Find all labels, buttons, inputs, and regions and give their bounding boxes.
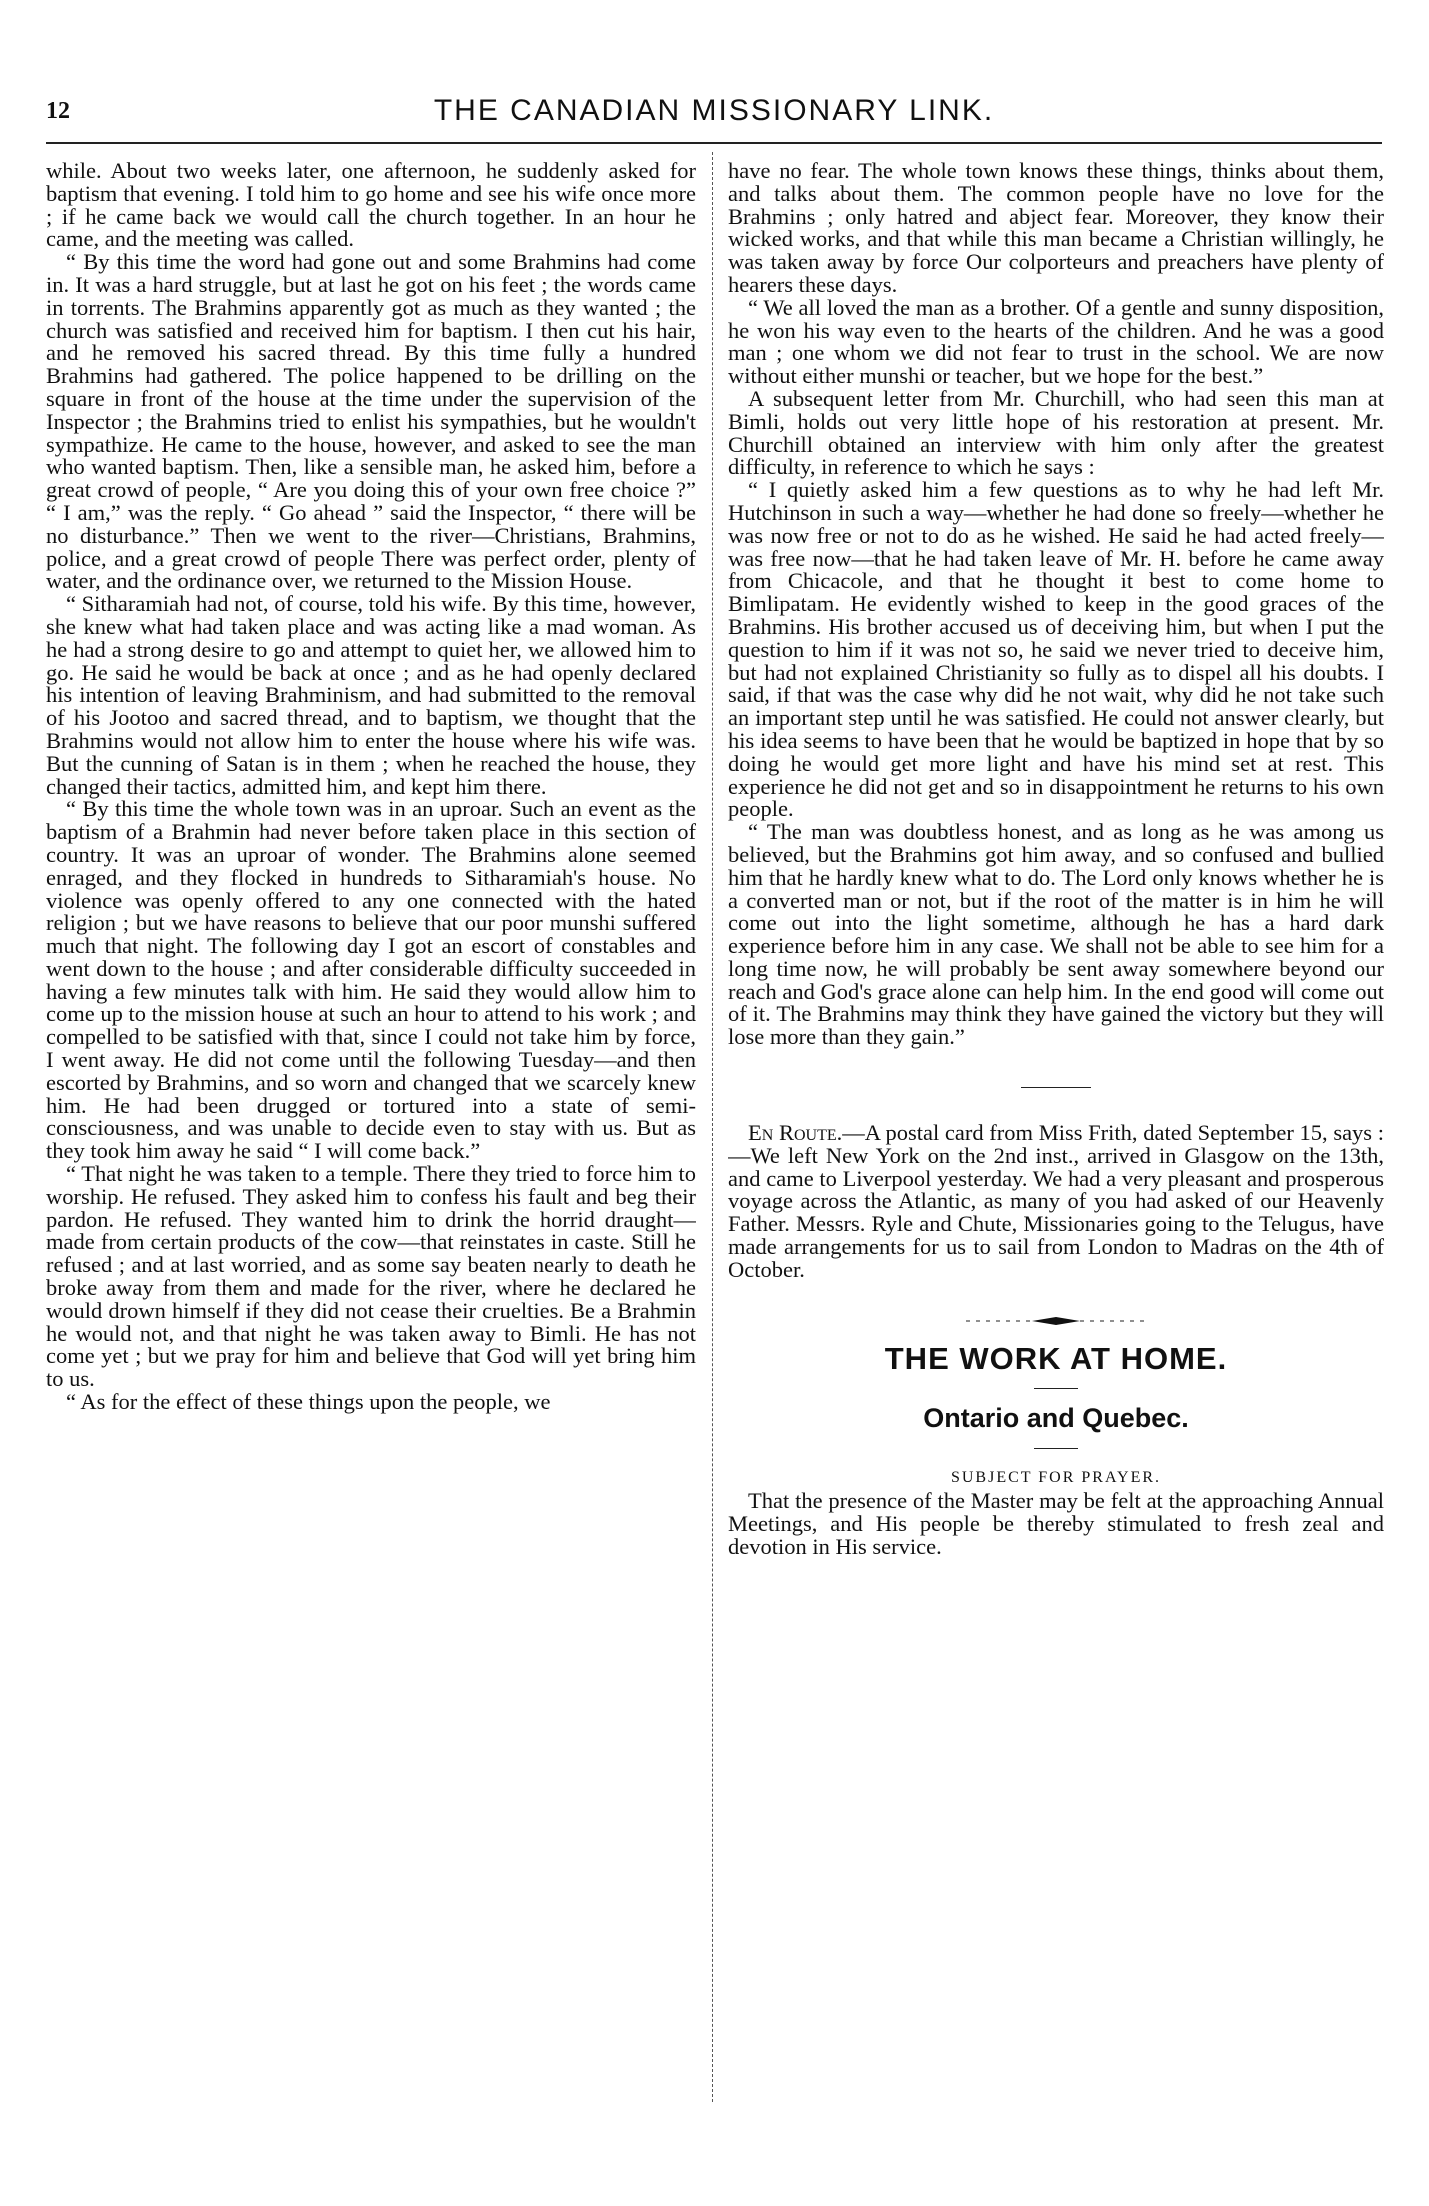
right-column — [728, 160, 1384, 2110]
section-subtitle: Ontario and Quebec. — [923, 1403, 1189, 1434]
page-header — [46, 94, 1382, 134]
section-title: THE WORK AT HOME. — [884, 1340, 1228, 1376]
title-rule — [1034, 1388, 1078, 1389]
en-route-text: —A postal card from Miss Frith, dated September 15, says :—We left New York on the 2nd inst., arrived in Glasgow on the 13th, and came to Liverpool yesterday. We had a very pleasant and prosperous voyage across the Atlantic, as many of you had asked of our Heavenly Father. Messrs. Ryle and Chute, Missionaries going to the Telugus, have made arrangements for us to sail from London to Madras on the 4th of October. — [728, 1120, 1384, 1282]
prayer-heading: SUBJECT FOR PRAYER. — [950, 1469, 1162, 1487]
page-number: 12 — [46, 98, 70, 124]
running-title: THE CANADIAN MISSIONARY LINK. — [433, 94, 995, 127]
article-paragraph: “ The man was doubtless honest, and as long as he was among us believed, but the Brahmins got him away, and so confused and bullied him that he hardly knew what to do. The Lord only knows whether he is a converted man or not, but if the root of the matter is in him he will come out into the light sometime, although he has a hard dark experience before him in any case. We shall not be able to see him for a long time now, he will probably be sent away somewhere beyond our reach and God's grace alone can help him. In the end good will come out of it. The Brahmins may think they have gained the victory but they will lose more than they gain.” — [728, 819, 1384, 1050]
column-divider — [712, 152, 713, 2102]
ornament-graphic — [966, 1314, 1146, 1328]
article-paragraph: “ As for the effect of these things upon the people, we — [66, 1389, 551, 1415]
article-paragraph: A subsequent letter from Mr. Churchill, who had seen this man at Bimli, holds out very little hope of his restoration at present. Mr. Churchill obtained an interview with him only after the greatest difficulty, in reference to which he says : — [728, 385, 1384, 480]
en-route-lead: En Route. — [748, 1120, 843, 1146]
prayer-text: That the presence of the Master may be felt at the approaching Annual Meetings, and His people be thereby stimulated to fresh zeal and devotion in His service. — [728, 1488, 1384, 1559]
article-paragraph: while. About two weeks later, one afternoon, he suddenly asked for baptism that evening. I told him to go home and see his wife once more ; if he came back we would call the church together. In an hour he came, and the meeting was called. — [46, 160, 696, 252]
left-column — [46, 160, 696, 2110]
article-paragraph: “ I quietly asked him a few questions as to why he had left Mr. Hutchinson in such a way—whether he had done so freely—whether he was now free or not to do as he wished. He said he had acted freely—was free now—that he had taken leave of Mr. H. before he came away from Chicacole, and that he thought it best to come home to Bimlipatam. He evidently wished to keep in the good graces of the Brahmins. His brother accused us of deceiving him, but when I put the question to him if it was not so, he said we never tried to deceive him, but had not explained Christianity so fully as to dispel all his doubts. I said, if that was the case why did he not wait, why did he not take such an important step until he was satisfied. He could not answer clearly, but his idea seems to have been that he would be baptized in hope that by so doing he would get more light and have his mind set at rest. This experience he did not get and so in disappointment he returns to his own people. — [728, 477, 1384, 822]
article-paragraph: “ By this time the whole town was in an uproar. Such an event as the baptism of a Brahmin had never before taken place in this section of country. It was an uproar of wonder. The Brahmins alone seemed enraged, and they flocked in hundreds to Sitharamiah's house. No violence was openly offered to any one connected with the hated religion ; but we have reasons to believe that our poor munshi suffered much that night. The following day I got an escort of constables and went down to the house ; and after considerable difficulty succeeded in having a few minutes talk with him. He said they would allow him to come up to the mission house at such an hour to attend to his work ; and compelled to be satisfied with that, since I could not take him by force, I went away. He did not come until the following Tuesday—and then escorted by Brahmins, and so worn and changed that we scarcely knew him. He had been drugged or tortured into a state of semi-consciousness, and was unable to decide even to stay with us. But as they took him away he said “ I will come back.” — [46, 796, 696, 1164]
ornamental-rule — [966, 1314, 1146, 1328]
article-paragraph: “ We all loved the man as a brother. Of a gentle and sunny disposition, he won his way even to the hearts of the children. And he was a good man ; one whom we did not fear to trust in the school. We are now without either munshi or teacher, but we hope for the best.” — [728, 294, 1384, 389]
article-paragraph: “ Sitharamiah had not, of course, told his wife. By this time, however, she knew what had taken place and was acting like a mad woman. As he had a strong desire to go and attempt to quiet her, we allowed him to go. He said he would be back at once ; and as he had openly declared his intention of leaving Brahminism, and had submitted to the removal of his Jootoo and sacred thread, and to baptism, we thought that the Brahmins would not allow him to enter the house where his wife was. But the cunning of Satan is in them ; when he reached the house, they changed their tactics, admitted him, and kept him there. — [46, 591, 696, 799]
article-paragraph: “ By this time the word had gone out and some Brahmins had come in. It was a hard struggle, but at last he got on his feet ; the words came in torrents. The Brahmins apparently got as much as they wanted ; the church was satisfied and received him for baptism. I then cut his hair, and he removed his sacred thread. By this time fully a hundred Brahmins had gathered. The police happened to be drilling on the square in front of the house at the time under the supervision of the Inspector ; the Brahmins tried to enlist his sympathies, but he wouldn't sympathize. He came to the house, however, and asked to see the man who wanted baptism. Then, like a sensible man, he asked him, before a great crowd of people, “ Are you doing this of your own free choice ?” “ I am,” was the reply. “ Go ahead ” said the Inspector, “ there will be no disturbance.” Then we went to the river—Christians, Brahmins, police, and a great crowd of people There was perfect order, plenty of water, and the ordinance over, we returned to the Mission House. — [46, 249, 696, 594]
en-route-notice — [728, 1122, 1384, 1282]
article-paragraph: “ That night he was taken to a temple. There they tried to force him to worship. He refused. They asked him to confess his fault and beg their pardon. He refused. They wanted him to drink the horrid draught—made from certain products of the cow—that reinstates in caste. Still he refused ; and at last worried, and as some say beaten nearly to death he broke away from them and made for the river, where he declared he would drown himself if they did not cease their cruelties. Be a Brahmin he would not, and that night he was taken away to Bimli. He has not come yet ; but we pray for him and believe that God will yet bring him to us. — [46, 1161, 696, 1392]
article-paragraph: have no fear. The whole town knows these things, thinks about them, and talks about them. The common people have no love for the Brahmins ; only hatred and abject fear. Moreover, they know their wicked works, and that while this man became a Christian willingly, he was taken away by force Our colporteurs and preachers have plenty of hearers these days. — [728, 160, 1384, 297]
subtitle-rule — [1034, 1448, 1078, 1449]
section-divider-rule — [1021, 1087, 1091, 1088]
header-rule — [46, 142, 1382, 144]
